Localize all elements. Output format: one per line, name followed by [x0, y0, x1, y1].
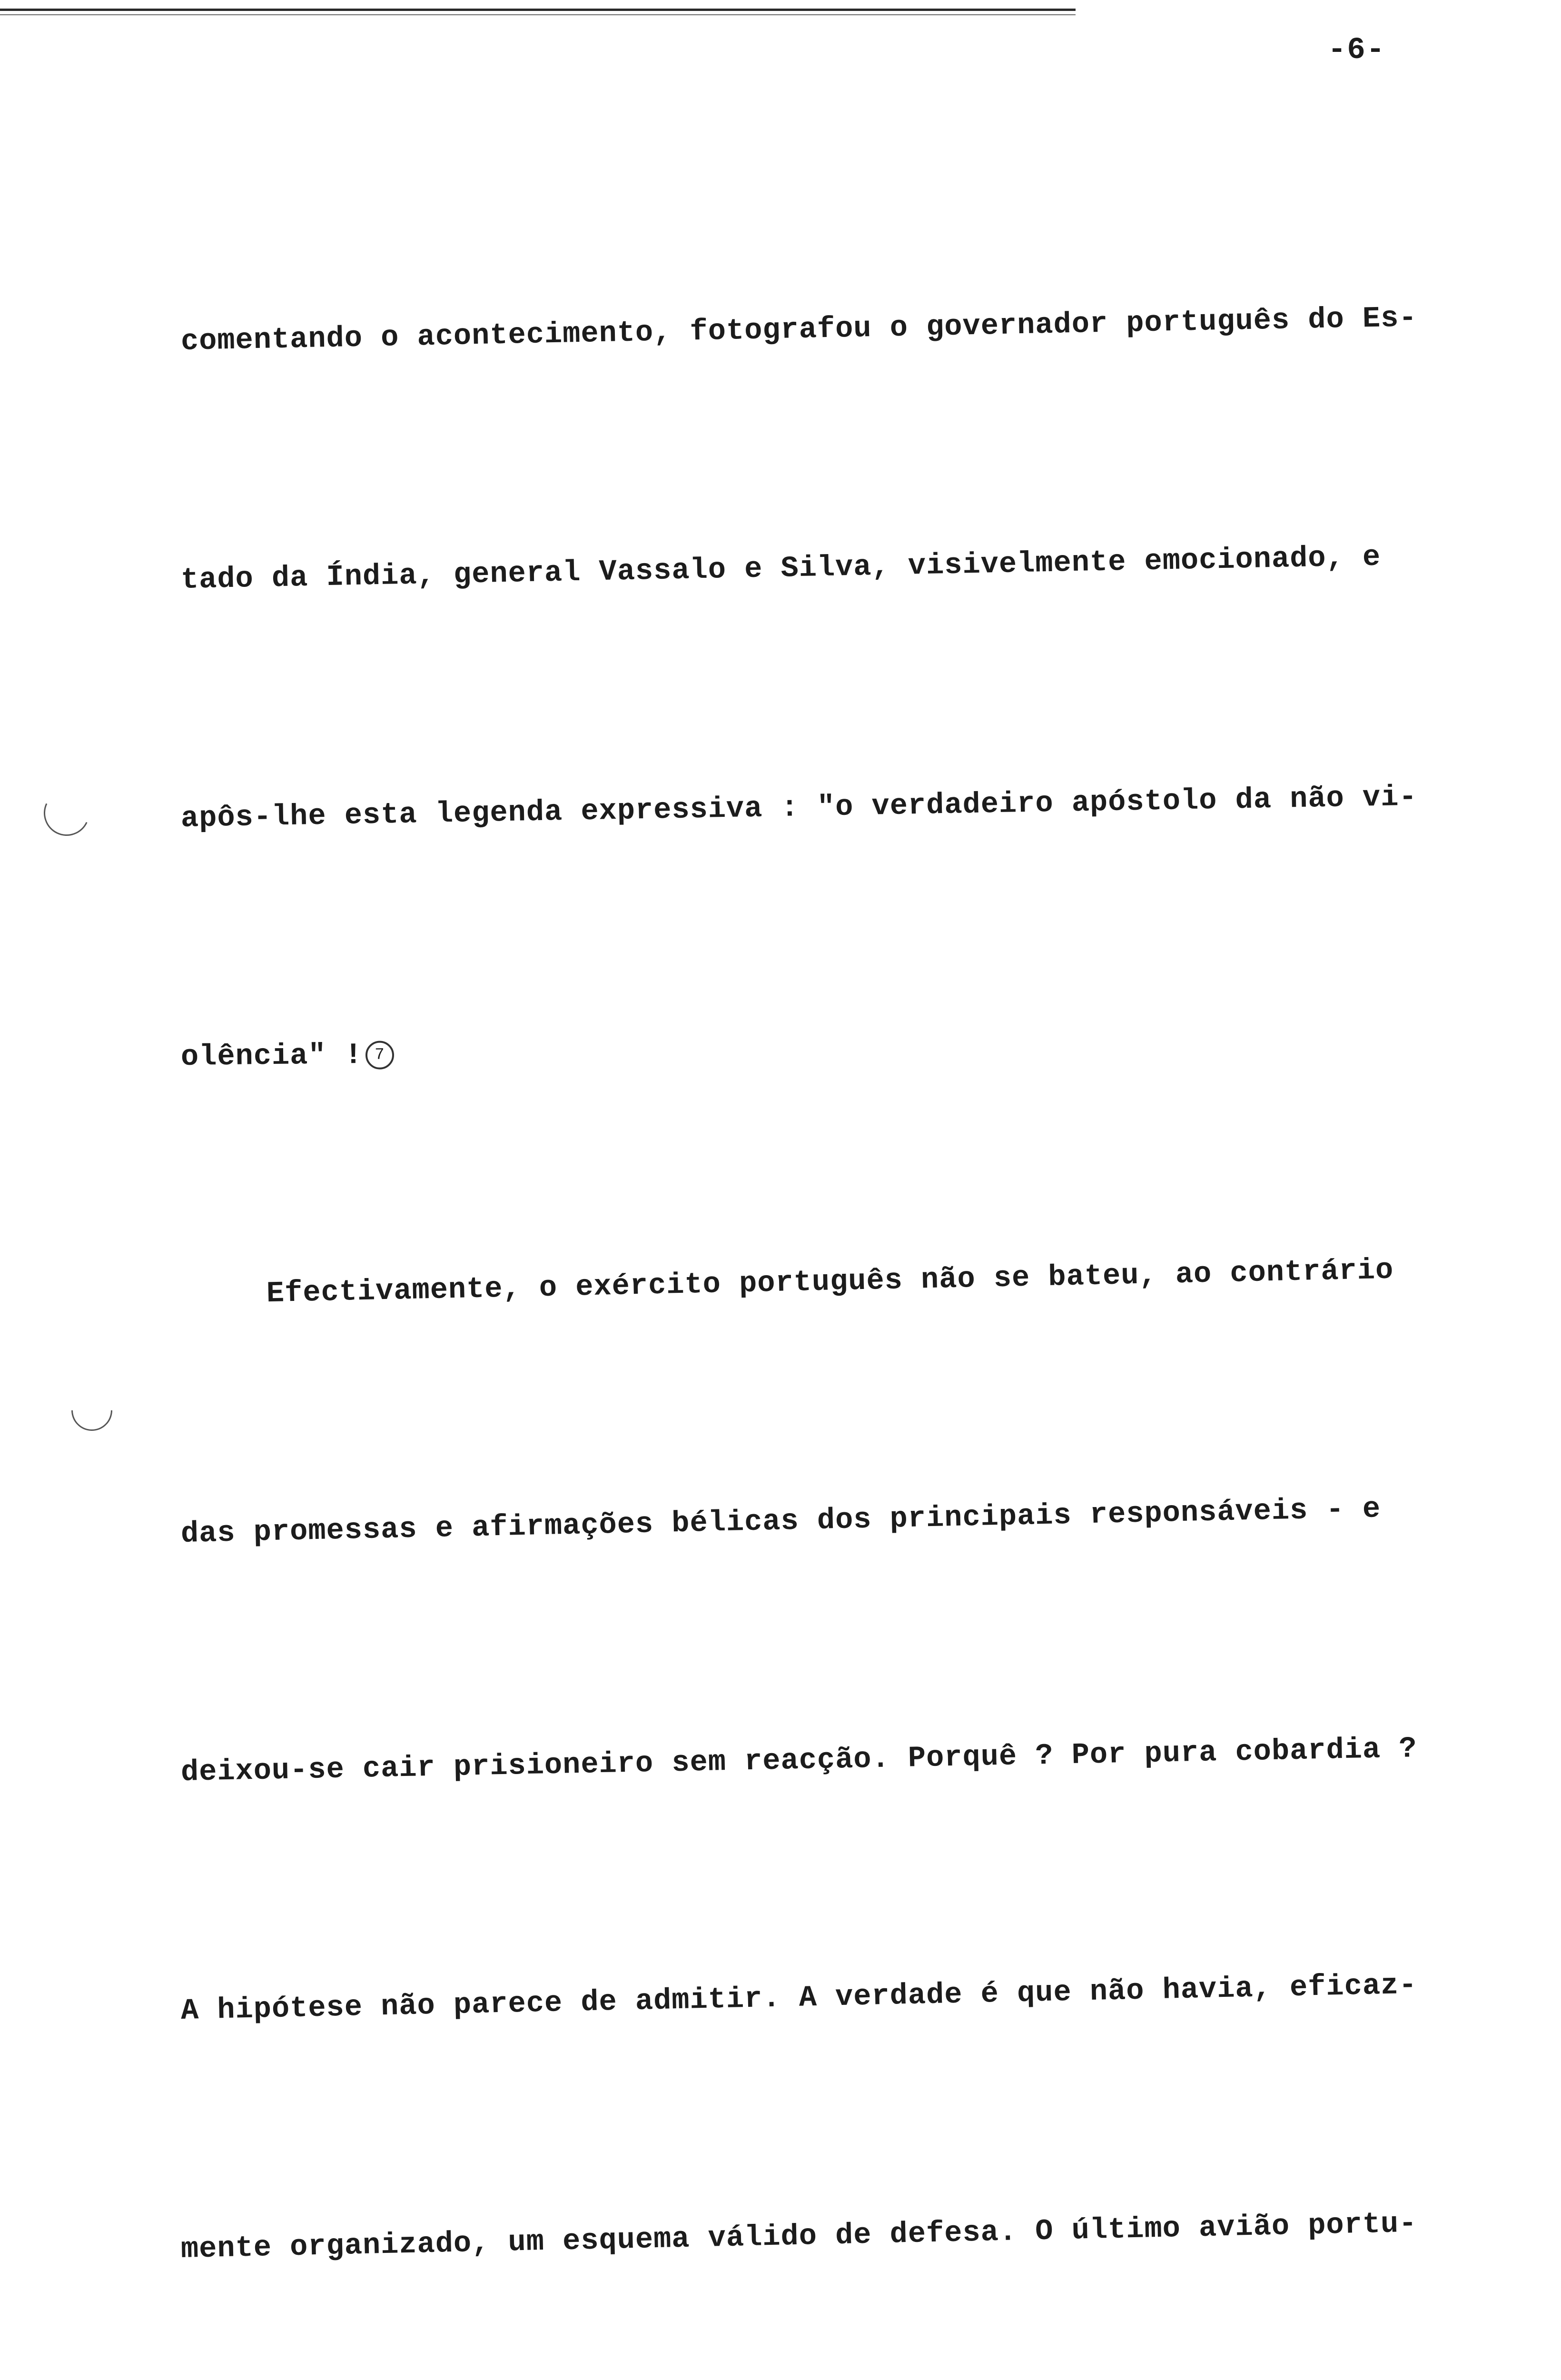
text-line: mente organizado, um esquema válido de defesa. O último avião portu- [180, 2206, 1418, 2266]
page-number: -6- [1328, 33, 1386, 68]
punch-hole-mark [63, 1381, 121, 1439]
text-line-content: olência" ! [180, 1038, 363, 1074]
footnote-mark: 7 [366, 1041, 395, 1070]
top-rule-secondary [0, 14, 1076, 15]
text-line: A hipótese não parece de admitir. A verdade é que não havia, eficaz- [180, 1968, 1418, 2028]
text-line [180, 1003, 1561, 1097]
punch-hole-mark [37, 783, 96, 842]
text-line: comentando o acontecimento, fotografou o governador português do Es- [180, 301, 1418, 358]
document-body [181, 143, 1561, 2380]
text-line: tado da Índia, general Vassalo e Silva, visivelmente emocionado, e [180, 540, 1381, 597]
text-line: das promessas e afirmações bélicas dos principais responsáveis - e [180, 1492, 1381, 1551]
text-line: deixou-se cair prisioneiro sem reacção. Porquê ? Por pura cobardia ? [180, 1732, 1418, 1789]
top-rule [0, 9, 1076, 11]
text-line: apôs-lhe esta legenda expressiva : "o verdadeiro apóstolo da não vi- [180, 780, 1418, 835]
text-line: Efectivamente, o exército português não se bateu, ao contrário [266, 1253, 1394, 1311]
